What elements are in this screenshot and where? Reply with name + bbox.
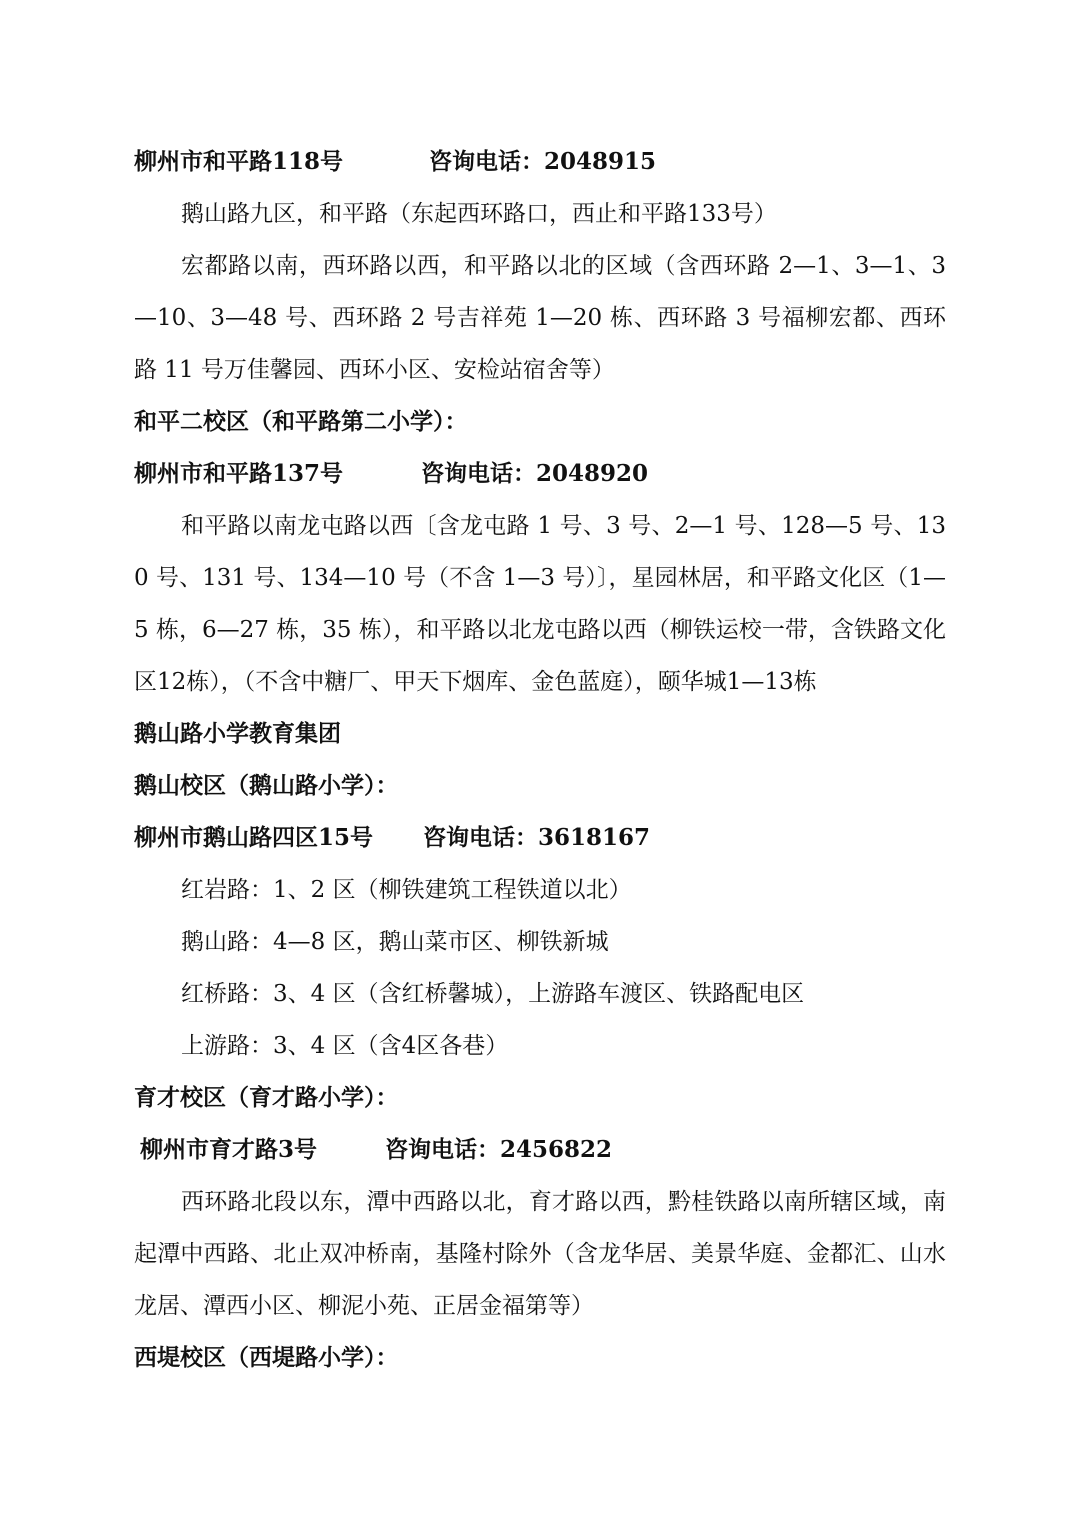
yucai-item: 西环路北段以东，潭中西路以北，育才路以西，黔桂铁路以南所辖区域，南起潭中西路、北止双冲桥南，基隆村除外（含龙华居、美景华庭、金都汇、山水龙居、潭西小区、柳泥小苑、正居金福第等）	[134, 1189, 946, 1319]
eshan-address: 柳州市鹅山路四区15号	[134, 824, 374, 851]
eshan-group-title: 鹅山路小学教育集团	[134, 720, 341, 747]
heping-address: 柳州市和平路118号	[134, 148, 344, 175]
yucai-phone: 咨询电话：2456822	[385, 1136, 613, 1163]
yucai-title: 育才校区（育才路小学）：	[134, 1084, 399, 1111]
eshan-phone: 咨询电话：3618167	[423, 824, 651, 851]
eshan-address-line	[134, 812, 946, 864]
heping2-phone: 咨询电话：2048920	[421, 460, 649, 487]
heping2-item: 和平路以南龙屯路以西〔含龙屯路 1 号、3 号、2—1 号、128—5 号、130 号、131 号、134—10 号（不含 1—3 号）〕，星园林居，和平路文化区（1—5 栋，6—27 栋，35 栋），和平路以北龙屯路以西（柳铁运校一带，含铁路文化区12栋），（不含中糖厂、甲天下烟库、金色蓝庭），颐华城1—13栋	[134, 513, 946, 695]
heping-address-line	[134, 136, 946, 188]
heping2-address: 柳州市和平路137号	[134, 460, 344, 487]
heping-item-1: 鹅山路九区，和平路（东起西环路口，西止和平路133号）	[181, 201, 777, 227]
eshan-item-3: 红桥路：3、4 区（含红桥馨城），上游路车渡区、铁路配电区	[181, 981, 805, 1007]
heping-phone: 咨询电话：2048915	[429, 148, 657, 175]
xiti-title: 西堤校区（西堤路小学）：	[134, 1344, 399, 1371]
heping2-title: 和平二校区（和平路第二小学）：	[134, 408, 468, 435]
eshan-title: 鹅山校区（鹅山路小学）：	[134, 772, 399, 799]
heping-item-2: 宏都路以南，西环路以西，和平路以北的区域（含西环路 2—1、3—1、3—10、3—48 号、西环路 2 号吉祥苑 1—20 栋、西环路 3 号福柳宏都、西环路 11 号万佳馨园、西环小区、安检站宿舍等）	[134, 253, 946, 383]
eshan-item-2: 鹅山路：4—8 区，鹅山菜市区、柳铁新城	[181, 929, 609, 955]
eshan-item-1: 红岩路：1、2 区（柳铁建筑工程铁道以北）	[181, 877, 632, 903]
document-page	[134, 136, 946, 1384]
yucai-address: 柳州市育才路3号	[140, 1136, 318, 1163]
heping2-address-line	[134, 448, 946, 500]
yucai-address-line	[134, 1124, 946, 1176]
eshan-item-4: 上游路：3、4 区（含4区各巷）	[181, 1033, 509, 1059]
